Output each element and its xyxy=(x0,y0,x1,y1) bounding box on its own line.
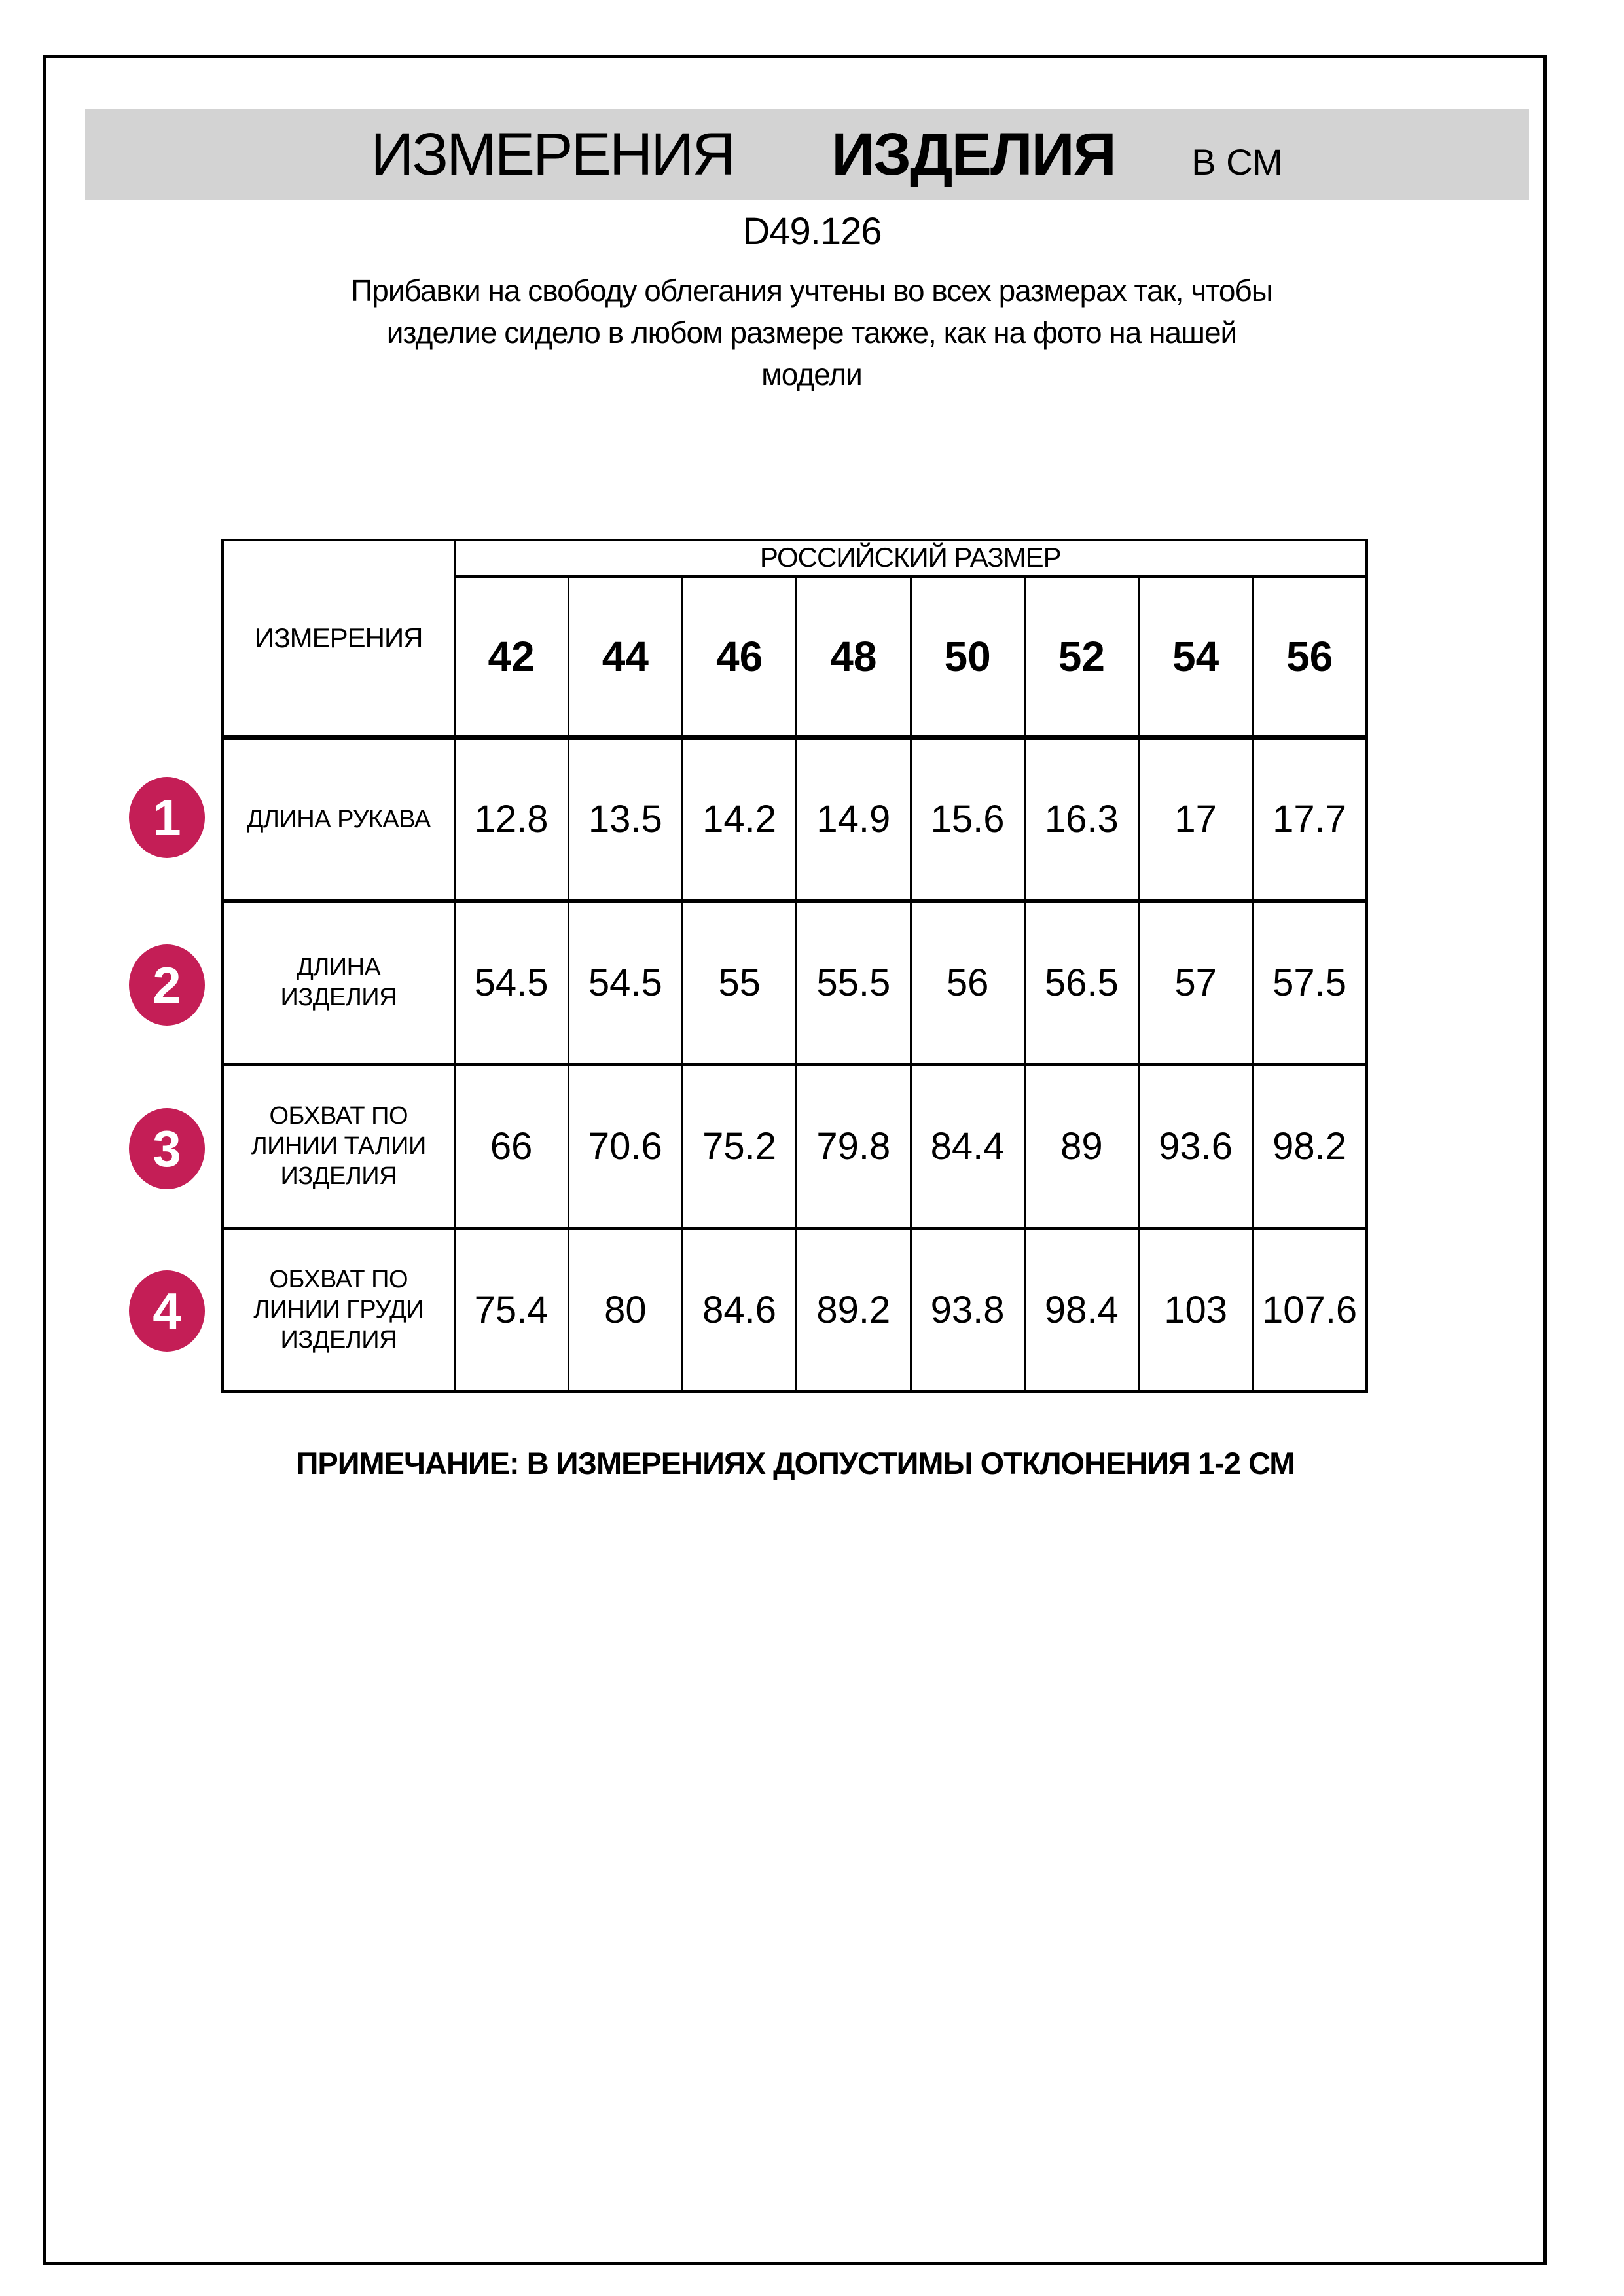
row-number-badge-2: 2 xyxy=(129,944,205,1026)
size-cell-46: 46 xyxy=(683,576,797,737)
label-line: ЛИНИИ ГРУДИ xyxy=(253,1296,424,1323)
page-title-measurements: ИЗМЕРЕНИЯ xyxy=(370,121,734,188)
measurement-value-cell: 93.6 xyxy=(1139,1064,1253,1228)
measurement-value-cell: 13.5 xyxy=(568,737,682,901)
page-title-units: В СМ xyxy=(1191,141,1283,183)
measurements-header-cell: ИЗМЕРЕНИЯ xyxy=(223,540,454,737)
measurement-value-cell: 14.9 xyxy=(797,737,911,901)
measurement-label-cell xyxy=(223,1228,454,1391)
measurement-value-cell: 75.2 xyxy=(683,1064,797,1228)
measurement-value-cell: 17.7 xyxy=(1253,737,1367,901)
intro-line-3: модели xyxy=(761,357,862,391)
measurement-value-cell: 75.4 xyxy=(454,1228,568,1391)
size-table xyxy=(221,539,1368,1393)
note-text: ПРИМЕЧАНИЕ: В ИЗМЕРЕНИЯХ ДОПУСТИМЫ ОТКЛОНЕНИЯ 1-2 СМ xyxy=(296,1446,1295,1480)
size-cell-44: 44 xyxy=(568,576,682,737)
row-number-badge-4: 4 xyxy=(129,1270,205,1352)
size-cell-42: 42 xyxy=(454,576,568,737)
measurement-value-cell: 89.2 xyxy=(797,1228,911,1391)
label-line: ЛИНИИ ТАЛИИ xyxy=(251,1132,426,1160)
measurement-value-cell: 103 xyxy=(1139,1228,1253,1391)
measurement-value-cell: 107.6 xyxy=(1253,1228,1367,1391)
label-line: ИЗДЕЛИЯ xyxy=(280,984,397,1011)
measurement-value-cell: 93.8 xyxy=(911,1228,1024,1391)
measurement-value-cell: 54.5 xyxy=(568,901,682,1064)
measurement-value-cell: 12.8 xyxy=(454,737,568,901)
label-line: ОБХВАТ ПО xyxy=(269,1266,408,1293)
measurement-value-cell: 17 xyxy=(1139,737,1253,901)
row-number-badge-3: 3 xyxy=(129,1108,205,1189)
article-code: D49.126 xyxy=(742,210,882,253)
measurement-value-cell: 98.4 xyxy=(1024,1228,1138,1391)
measurement-value-cell: 14.2 xyxy=(683,737,797,901)
measurement-value-cell: 57 xyxy=(1139,901,1253,1064)
measurement-value-cell: 55.5 xyxy=(797,901,911,1064)
measurement-value-cell: 80 xyxy=(568,1228,682,1391)
measurement-value-cell: 84.6 xyxy=(683,1228,797,1391)
intro-text xyxy=(190,270,1434,395)
measurement-label-cell xyxy=(223,1064,454,1228)
label-line: ИЗДЕЛИЯ xyxy=(280,1326,397,1354)
row-number-badge-1: 1 xyxy=(129,777,205,858)
measurement-value-cell: 57.5 xyxy=(1253,901,1367,1064)
size-cell-50: 50 xyxy=(911,576,1024,737)
size-cell-56: 56 xyxy=(1253,576,1367,737)
measurement-value-cell: 55 xyxy=(683,901,797,1064)
table-row-sleeve-length xyxy=(223,737,1367,901)
measurement-value-cell: 54.5 xyxy=(454,901,568,1064)
measurement-label-cell xyxy=(223,901,454,1064)
measurement-value-cell: 84.4 xyxy=(911,1064,1024,1228)
measurement-value-cell: 89 xyxy=(1024,1064,1138,1228)
label-line: ОБХВАТ ПО xyxy=(269,1102,408,1130)
intro-line-1: Прибавки на свободу облегания учтены во всех размерах так, чтобы xyxy=(351,274,1272,308)
measurement-value-cell: 16.3 xyxy=(1024,737,1138,901)
label-line: ДЛИНА xyxy=(297,954,381,981)
measurement-value-cell: 56 xyxy=(911,901,1024,1064)
intro-line-2: изделие сидело в любом размере также, как на фото на нашей xyxy=(386,315,1237,350)
measurement-value-cell: 56.5 xyxy=(1024,901,1138,1064)
label-line: ИЗДЕЛИЯ xyxy=(280,1162,397,1190)
table-row-waist-girth xyxy=(223,1064,1367,1228)
table-row-chest-girth xyxy=(223,1228,1367,1391)
measurement-value-cell: 15.6 xyxy=(911,737,1024,901)
title-banner xyxy=(85,109,1529,200)
measurement-value-cell: 66 xyxy=(454,1064,568,1228)
size-header-row xyxy=(223,540,1367,576)
measurement-value-cell: 70.6 xyxy=(568,1064,682,1228)
label-line: ДЛИНА РУКАВА xyxy=(246,805,431,833)
measurement-label-cell xyxy=(223,737,454,901)
size-cell-52: 52 xyxy=(1024,576,1138,737)
measurement-value-cell: 98.2 xyxy=(1253,1064,1367,1228)
measurement-value-cell: 79.8 xyxy=(797,1064,911,1228)
size-cell-48: 48 xyxy=(797,576,911,737)
russian-size-header-cell: РОССИЙСКИЙ РАЗМЕР xyxy=(454,540,1367,576)
page-title-product: ИЗДЕЛИЯ xyxy=(831,121,1115,188)
size-cell-54: 54 xyxy=(1139,576,1253,737)
table-row-product-length xyxy=(223,901,1367,1064)
